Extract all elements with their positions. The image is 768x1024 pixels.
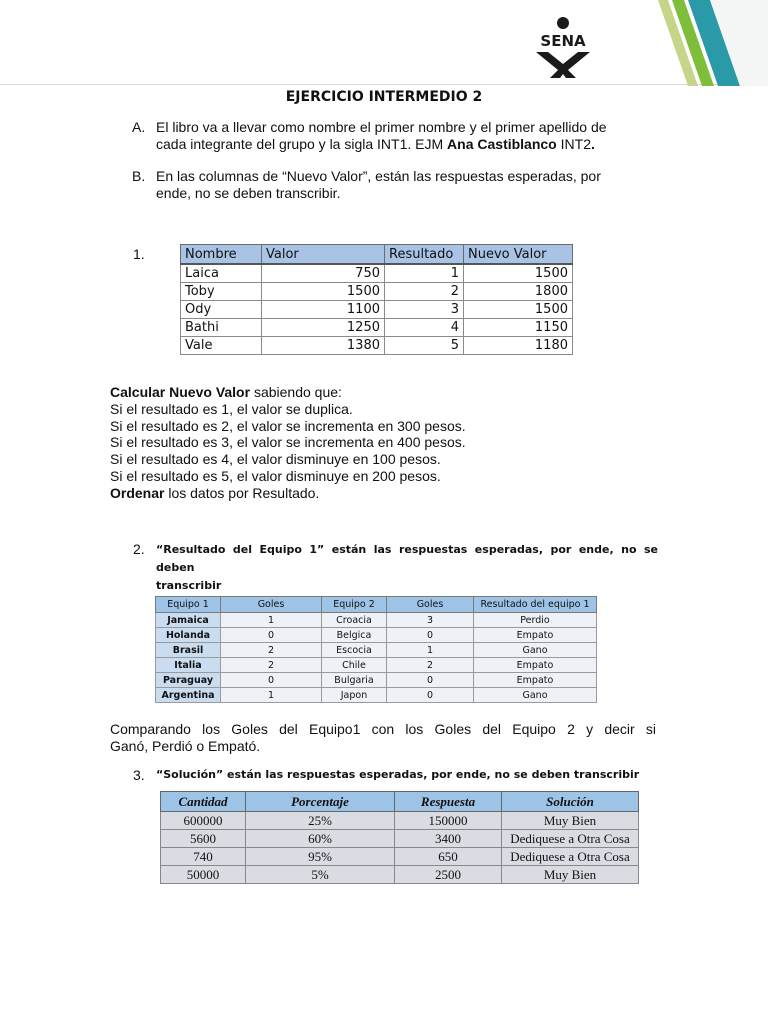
cell: 150000: [395, 812, 502, 830]
cell: 1100: [262, 301, 385, 319]
table-row: [156, 628, 597, 643]
exercise-3-table: [160, 791, 639, 884]
cell: Gano: [474, 643, 597, 658]
cell: 1800: [464, 283, 573, 301]
cell: 5: [385, 337, 464, 355]
header-cell: Cantidad: [161, 792, 246, 812]
cell: 2: [387, 658, 474, 673]
cell: 1: [387, 643, 474, 658]
header-cell: Resultado del equipo 1: [474, 597, 597, 613]
cell: 600000: [161, 812, 246, 830]
cell: 1380: [262, 337, 385, 355]
cell: 25%: [246, 812, 395, 830]
cell: 1500: [262, 283, 385, 301]
header-stripes: [598, 0, 768, 86]
cell: 0: [387, 688, 474, 703]
cell: 4: [385, 319, 464, 337]
cell: Perdio: [474, 613, 597, 628]
intro-a-line2: cada integrante del grupo y la sigla INT1. EJM Ana Castiblanco INT2.: [156, 136, 595, 152]
cell: 740: [161, 848, 246, 866]
cell: 95%: [246, 848, 395, 866]
header-cell: Resultado: [385, 245, 464, 265]
cell: Laica: [181, 264, 262, 283]
exercise-1-table: [180, 244, 573, 355]
cell: Jamaica: [156, 613, 221, 628]
rule-line: Si el resultado es 5, el valor disminuye en 200 pesos.: [110, 467, 441, 484]
cell: 0: [387, 673, 474, 688]
cell: Croacia: [322, 613, 387, 628]
cell: Dediquese a Otra Cosa: [502, 848, 639, 866]
cell: Muy Bien: [502, 812, 639, 830]
rule-line: Si el resultado es 2, el valor se incrementa en 300 pesos.: [110, 417, 466, 434]
svg-text:SENA: SENA: [540, 32, 586, 50]
cell: 50000: [161, 866, 246, 884]
header-cell: Goles: [387, 597, 474, 613]
table-header-row: [161, 792, 639, 812]
header-cell: Solución: [502, 792, 639, 812]
exercise-3-number: 3.: [133, 767, 145, 783]
intro-b: [132, 168, 676, 202]
exercise-2-description: [110, 721, 656, 755]
cell: Argentina: [156, 688, 221, 703]
header-cell: Nombre: [181, 245, 262, 265]
table-row: [181, 337, 573, 355]
cell: Holanda: [156, 628, 221, 643]
cell: Bathi: [181, 319, 262, 337]
cell: 5%: [246, 866, 395, 884]
cell: 750: [262, 264, 385, 283]
cell: 2: [385, 283, 464, 301]
table-row: [161, 866, 639, 884]
cell: Japon: [322, 688, 387, 703]
exercise-1-number: 1.: [133, 246, 145, 262]
table-row: [156, 643, 597, 658]
cell: 1250: [262, 319, 385, 337]
note-line2: transcribir: [156, 579, 222, 592]
cell: Escocia: [322, 643, 387, 658]
cell: Toby: [181, 283, 262, 301]
exercise-2-note: [156, 541, 658, 595]
cell: Dediquese a Otra Cosa: [502, 830, 639, 848]
cell: 650: [395, 848, 502, 866]
table-row: [181, 319, 573, 337]
cell: Bulgaria: [322, 673, 387, 688]
calc-line: Calcular Nuevo Valor sabiendo que:: [110, 384, 342, 400]
table-row: [156, 688, 597, 703]
header-cell: Equipo 2: [322, 597, 387, 613]
intro-b-line1: En las columnas de “Nuevo Valor”, están las respuestas esperadas, por: [156, 168, 601, 184]
table-row: [161, 848, 639, 866]
exercise-3-note: “Solución” están las respuestas esperadas, por ende, no se deben transcribir: [156, 768, 640, 781]
cell: 60%: [246, 830, 395, 848]
table-row: [156, 613, 597, 628]
order-line: Ordenar los datos por Resultado.: [110, 484, 320, 501]
cell: 5600: [161, 830, 246, 848]
intro-a: [132, 119, 676, 153]
header-cell: Porcentaje: [246, 792, 395, 812]
marker-b: B.: [132, 168, 146, 184]
table-row: [161, 830, 639, 848]
sena-logo: [528, 16, 598, 78]
cell: Italia: [156, 658, 221, 673]
cell: Empato: [474, 628, 597, 643]
cell: Paraguay: [156, 673, 221, 688]
cell: 0: [221, 628, 322, 643]
note-line1: “Resultado del Equipo 1” están las respuestas esperadas, por ende, no se deben: [156, 543, 658, 574]
cell: Empato: [474, 658, 597, 673]
intro-b-line2: ende, no se deben transcribir.: [156, 185, 341, 201]
rule-line: Si el resultado es 4, el valor disminuye en 100 pesos.: [110, 451, 441, 468]
header-cell: Valor: [262, 245, 385, 265]
cell: Ody: [181, 301, 262, 319]
cell: Muy Bien: [502, 866, 639, 884]
cell: 3: [387, 613, 474, 628]
cell: 2: [221, 643, 322, 658]
header-cell: Equipo 1: [156, 597, 221, 613]
header-cell: Respuesta: [395, 792, 502, 812]
rule-line: Si el resultado es 1, el valor se duplica.: [110, 400, 353, 417]
intro-a-line1: El libro va a llevar como nombre el primer nombre y el primer apellido de: [156, 119, 607, 135]
table-row: [156, 673, 597, 688]
cell: 0: [387, 628, 474, 643]
desc-line2: Ganó, Perdió o Empató.: [110, 738, 261, 754]
cell: 1180: [464, 337, 573, 355]
example-name: Ana Castiblanco: [447, 136, 557, 152]
exercise-2-table: [155, 596, 597, 703]
table-row: [161, 812, 639, 830]
cell: 0: [221, 673, 322, 688]
table-header-row: [156, 597, 597, 613]
document-title: EJERCICIO INTERMEDIO 2: [285, 89, 483, 105]
cell: 1: [385, 264, 464, 283]
cell: 1: [221, 688, 322, 703]
rule-line: Si el resultado es 3, el valor se incrementa en 400 pesos.: [110, 434, 466, 451]
cell: Gano: [474, 688, 597, 703]
table-header-row: [181, 245, 573, 265]
cell: 1500: [464, 264, 573, 283]
desc-line1: Comparando los Goles del Equipo1 con los Goles del Equipo 2 y decir si: [110, 721, 656, 737]
table-row: [181, 301, 573, 319]
cell: 3400: [395, 830, 502, 848]
cell: 2: [221, 658, 322, 673]
cell: Empato: [474, 673, 597, 688]
cell: Vale: [181, 337, 262, 355]
cell: 3: [385, 301, 464, 319]
header-cell: Goles: [221, 597, 322, 613]
cell: Brasil: [156, 643, 221, 658]
cell: 2500: [395, 866, 502, 884]
cell: Chile: [322, 658, 387, 673]
cell: 1150: [464, 319, 573, 337]
exercise-1-instructions: [110, 384, 670, 502]
header-cell: Nuevo Valor: [464, 245, 573, 265]
table-row: [181, 264, 573, 283]
exercise-2-number: 2.: [133, 541, 145, 557]
cell: 1500: [464, 301, 573, 319]
table-row: [181, 283, 573, 301]
cell: Belgica: [322, 628, 387, 643]
cell: 1: [221, 613, 322, 628]
table-row: [156, 658, 597, 673]
marker-a: A.: [132, 119, 146, 135]
